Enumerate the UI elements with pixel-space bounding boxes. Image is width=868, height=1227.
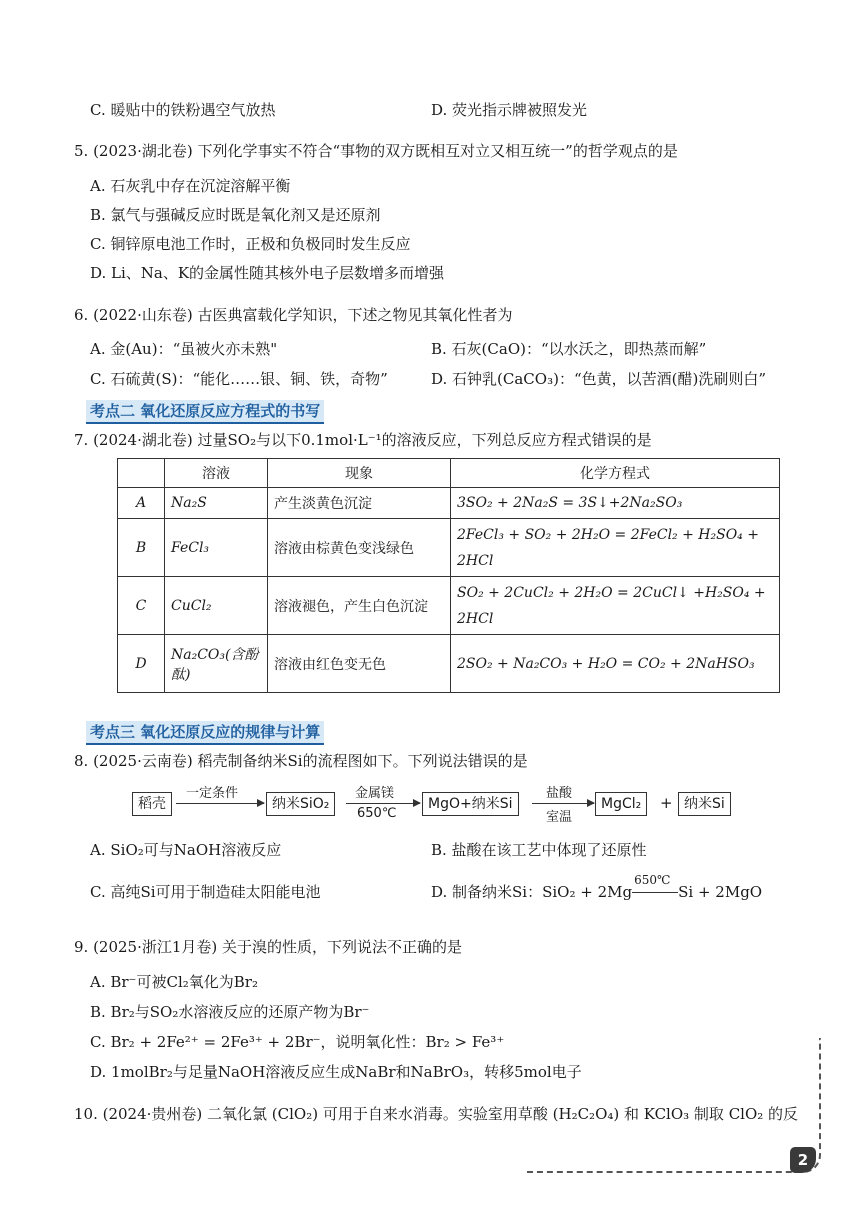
table-header: 化学方程式 [451,459,780,488]
q8-option-b: B. 盐酸在该工艺中体现了还原性 [431,841,647,859]
row-solution: Na₂S [165,488,268,519]
section-heading-3: 考点三 氧化还原反应的规律与计算 [86,721,324,745]
q8-option-c: C. 高纯Si可用于制造硅太阳能电池 [90,883,321,901]
flow-arrow-2-bottom-label: 650℃ [357,806,397,821]
flow-box-nano-sio2: 纳米SiO₂ [266,792,335,816]
table-row [118,488,780,519]
section-heading-2: 考点二 氧化还原反应方程式的书写 [86,400,324,424]
q7-stem: 7. (2024·湖北卷) 过量SO₂与以下0.1mol·L⁻¹的溶液反应，下列总反应方程式错误的是 [74,431,652,449]
q8-option-d [431,873,763,902]
row-equation: 2FeCl₃ + SO₂ + 2H₂O = 2FeCl₂ + H₂SO₄ + 2HCl [451,519,780,577]
row-solution: FeCl₃ [165,519,268,577]
flow-box-nano-si: 纳米Si [678,792,731,816]
flow-arrow-3-top-label: 盐酸 [546,786,573,801]
table-header-row [118,459,780,488]
row-label: A [118,488,165,519]
flow-box-mgo-si: MgO+纳米Si [422,792,519,816]
q9-option-d: D. 1molBr₂与足量NaOH溶液反应生成NaBr和NaBrO₃，转移5mol电子 [90,1063,582,1081]
q5-option-d: D. Li、Na、K的金属性随其核外电子层数增多而增强 [90,264,445,282]
reaction-condition-arrow [632,873,678,902]
q9-option-a: A. Br⁻可被Cl₂氧化为Br₂ [90,973,258,991]
q5-option-a: A. 石灰乳中存在沉淀溶解平衡 [90,177,291,195]
row-solution: Na₂CO₃(含酚酞) [165,635,268,693]
flow-box-mgcl2: MgCl₂ [595,792,647,816]
flow-arrow-3 [532,803,594,804]
q4-option-d: D. 荧光指示牌被照发光 [431,101,588,119]
row-equation: 3SO₂ + 2Na₂S = 3S↓+2Na₂SO₃ [451,488,780,519]
q8-stem: 8. (2025·云南卷) 稻壳制备纳米Si的流程图如下。下列说法错误的是 [74,752,528,770]
process-flow-diagram [132,786,742,825]
q5-stem: 5. (2023·湖北卷) 下列化学事实不符合“事物的双方既相互对立又相互统一”的哲学观点的是 [74,142,678,160]
table-header [118,459,165,488]
flow-arrow-3-bottom-label: 室温 [546,810,573,825]
flow-box-rice-husk: 稻壳 [132,792,172,816]
reaction-table [117,458,780,693]
page-corner-decoration [527,1038,821,1173]
flow-arrow-2 [346,803,420,804]
q6-option-d: D. 石钟乳(CaCO₃)：“色黄，以苦酒(醋)洗刷则白” [431,370,766,388]
row-label: B [118,519,165,577]
table-row [118,519,780,577]
q8-option-d-prefix: D. 制备纳米Si：SiO₂ + 2Mg [431,883,633,901]
row-phenomenon: 溶液由红色变无色 [268,635,451,693]
flow-arrow-1 [176,803,264,804]
flow-arrow-1-label: 一定条件 [186,786,239,801]
q8-option-a: A. SiO₂可与NaOH溶液反应 [90,841,282,859]
q9-option-c: C. Br₂ + 2Fe²⁺ = 2Fe³⁺ + 2Br⁻，说明氧化性：Br₂ > Fe³⁺ [90,1033,505,1051]
table-header: 溶液 [165,459,268,488]
q10-stem: 10. (2024·贵州卷) 二氧化氯 (ClO₂) 可用于自来水消毒。实验室用草酸 (H₂C₂O₄) 和 KClO₃ 制取 ClO₂ 的反 [74,1105,799,1123]
reaction-condition-label: 650℃ [634,873,671,887]
row-equation: 2SO₂ + Na₂CO₃ + H₂O = CO₂ + 2NaHSO₃ [451,635,780,693]
q6-stem: 6. (2022·山东卷) 古医典富载化学知识，下述之物见其氧化性者为 [74,306,513,324]
row-solution: CuCl₂ [165,577,268,635]
q9-option-b: B. Br₂与SO₂水溶液反应的还原产物为Br⁻ [90,1003,370,1021]
q4-option-c: C. 暖贴中的铁粉遇空气放热 [90,101,276,119]
q9-stem: 9. (2025·浙江1月卷) 关于溴的性质，下列说法不正确的是 [74,938,463,956]
table-row [118,577,780,635]
row-equation: SO₂ + 2CuCl₂ + 2H₂O = 2CuCl↓ +H₂SO₄ + 2HCl [451,577,780,635]
q5-option-b: B. 氯气与强碱反应时既是氧化剂又是还原剂 [90,206,381,224]
table-header: 现象 [268,459,451,488]
row-phenomenon: 产生淡黄色沉淀 [268,488,451,519]
table-row [118,635,780,693]
row-phenomenon: 溶液由棕黄色变浅绿色 [268,519,451,577]
q6-option-c: C. 石硫黄(S)：“能化……银、铜、铁，奇物” [90,370,388,388]
flow-arrow-2-top-label: 金属镁 [355,786,395,801]
q6-option-b: B. 石灰(CaO)：“以水沃之，即热蒸而解” [431,340,707,358]
q6-option-a: A. 金(Au)：“虽被火亦未熟" [90,340,278,358]
page-number: 2 [790,1147,816,1173]
row-label: C [118,577,165,635]
row-label: D [118,635,165,693]
row-phenomenon: 溶液褪色，产生白色沉淀 [268,577,451,635]
flow-plus-sign: + [660,794,673,812]
q8-option-d-suffix: Si + 2MgO [678,883,763,901]
q5-option-c: C. 铜锌原电池工作时，正极和负极同时发生反应 [90,235,411,253]
